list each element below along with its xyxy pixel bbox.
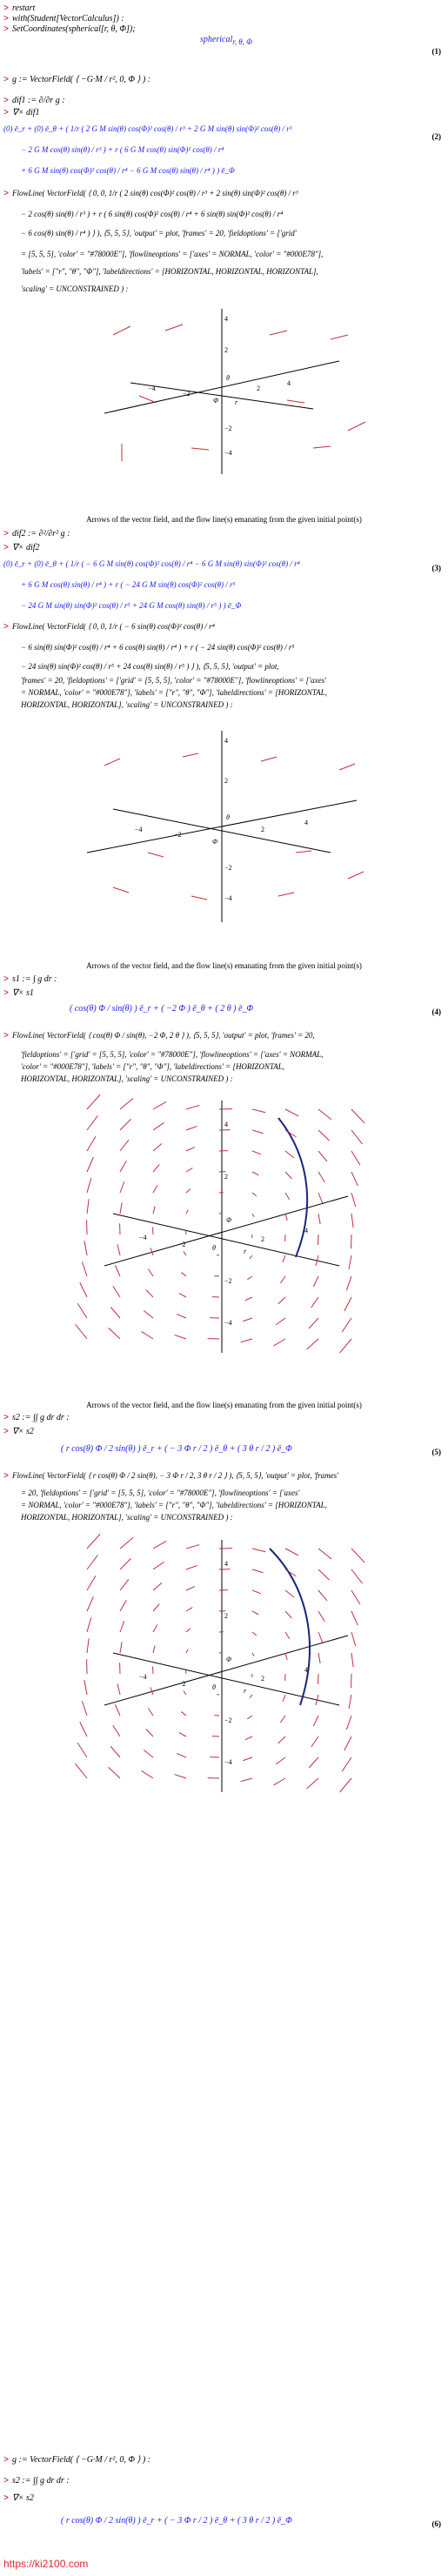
vector-arrow — [115, 1704, 120, 1716]
tick-label: 4 — [287, 379, 291, 387]
vector-arrow — [318, 1590, 327, 1601]
vector-arrow — [283, 1255, 285, 1262]
vector-arrow — [82, 1701, 87, 1716]
vector-arrow — [87, 1617, 91, 1632]
vector-arrow — [283, 1695, 285, 1702]
vector-arrow — [344, 1736, 351, 1750]
vector-arrow — [77, 1743, 87, 1757]
vector-arrow — [252, 1130, 264, 1134]
tick-label: 2 — [224, 1173, 228, 1181]
vector-arrow — [351, 1214, 353, 1228]
eq-label-4: (4) — [431, 1007, 441, 1016]
tick-label: −2 — [174, 831, 182, 839]
axis-diagonal-a — [104, 1196, 348, 1266]
plot-caption-2: Arrows of the vector field, and the flow line(s) emanating from the given initial point(s) — [86, 961, 362, 970]
vector-arrow — [278, 893, 294, 896]
vector-arrow — [245, 1736, 252, 1740]
flowline-2-cont-a: − 6 sin(θ) sin(Φ)² cos(θ) / r⁴ + 6 cos(θ) sin(θ) / r⁴ ) + r ( − 24 sin(θ) cos(Φ)² cos(θ) / r⁵ — [21, 643, 295, 652]
vector-arrow — [153, 1562, 164, 1569]
flowline-2-cont-d: = NORMAL, 'color' = "#000E78"], 'labels' = ["r", "θ", "Φ"], 'labeldirections' = [HORIZONTAL, — [21, 688, 327, 697]
vector-arrow — [146, 1729, 153, 1736]
vector-arrow — [285, 1172, 291, 1179]
prompt-icon: > — [3, 4, 10, 14]
vector-arrow — [184, 1252, 186, 1255]
flowline-2-cont-e: HORIZONTAL, HORIZONTAL], 'scaling' = UNCONSTRAINED ) : — [21, 700, 233, 709]
vector-arrow — [186, 1545, 199, 1549]
vector-arrow — [331, 335, 348, 339]
vector-arrow — [318, 1130, 330, 1141]
vector-arrow — [285, 1214, 287, 1221]
vector-arrow — [276, 1757, 285, 1764]
flowline-4-cont-a: = 20, 'fieldoptions' = ['grid' = [5, 5, 5], 'color' = "#78000E"], 'flowlineoptions' = ['axes' — [21, 1489, 300, 1497]
eq-label-2: (2) — [431, 132, 441, 141]
vector-arrow — [177, 1315, 186, 1318]
vector-arrow — [349, 1255, 351, 1269]
tick-label: 4 — [224, 1121, 228, 1128]
vector-arrow — [351, 1590, 360, 1604]
vector-arrow — [179, 1294, 186, 1297]
coord-output: spherical$_{r, \theta, \Phi}$ — [200, 35, 252, 46]
vector-arrow — [285, 1632, 290, 1639]
vector-arrow — [261, 757, 277, 761]
vector-arrow — [243, 1318, 252, 1321]
vector-arrow — [344, 1297, 351, 1311]
prompt-icon: > — [3, 25, 10, 35]
tick-label: 2 — [224, 777, 228, 785]
vector-arrow — [245, 1297, 252, 1301]
tick-label: −2 — [183, 390, 191, 398]
vector-arrow — [120, 1119, 131, 1130]
vector-arrow — [351, 1193, 356, 1207]
vector-arrow — [76, 1324, 87, 1339]
vector-arrow — [274, 1778, 285, 1785]
vector-arrow — [313, 446, 331, 448]
vector-arrow — [186, 1147, 195, 1151]
vector-arrow — [318, 1632, 323, 1643]
vector-arrow — [77, 1303, 87, 1318]
vector-arrow — [252, 1569, 264, 1573]
vector-arrow — [186, 1629, 191, 1632]
vector-arrow — [252, 1632, 257, 1636]
cmd-flowline-4[interactable]: > FlowLine( VectorField( ⟨ r cos(θ) Φ / 2 sin(θ), − 3 Φ r / 2, 3 θ r / 2 ⟩ ), ⟨5, 5, 5⟩, 'output' = plot, 'frames' — [3, 1471, 339, 1482]
vector-arrow — [285, 1549, 298, 1556]
vector-arrow — [142, 1331, 153, 1339]
vector-arrow — [247, 1276, 252, 1280]
vector-arrow — [148, 1708, 153, 1716]
vector-arrow — [285, 1193, 290, 1200]
vector-arrow — [186, 1168, 192, 1172]
vector-arrow — [276, 1318, 285, 1325]
vector-arrow — [113, 1725, 120, 1736]
tick-label: 4 — [304, 819, 308, 826]
vector-field-plot-2[interactable] — [52, 722, 396, 931]
vector-arrow — [153, 1645, 155, 1653]
vector-arrow — [274, 1339, 285, 1346]
vector-arrow — [351, 1611, 358, 1625]
cmd-dif1[interactable]: > dif1 := ∂/∂r g : — [3, 96, 65, 106]
axis-label-phi: Φ — [213, 397, 219, 405]
vector-arrow — [280, 1716, 285, 1723]
vector-arrow — [80, 1282, 87, 1297]
vector-arrow — [318, 1611, 324, 1622]
vector-arrow — [87, 1596, 93, 1611]
vector-arrow — [104, 759, 120, 766]
axis-label-theta: θ — [226, 374, 230, 382]
vector-arrow — [120, 1558, 131, 1569]
vector-arrow — [252, 1590, 261, 1594]
vector-arrow — [87, 1115, 98, 1130]
vector-arrow — [278, 1736, 285, 1743]
vector-arrow — [186, 1210, 188, 1214]
tick-label: 2 — [261, 1235, 264, 1243]
vector-arrow — [252, 1193, 257, 1196]
cmd-restart[interactable]: > restart — [3, 3, 36, 14]
tick-label: −2 — [178, 1680, 186, 1688]
eq-label-3: (3) — [431, 564, 441, 572]
vector-arrow — [309, 1318, 318, 1328]
eq-label-1: (1) — [431, 47, 441, 56]
tick-label: −4 — [224, 449, 232, 457]
vector-arrow — [117, 1244, 120, 1255]
vector-arrow — [351, 1130, 363, 1144]
vector-arrow — [285, 1611, 291, 1618]
vector-arrow — [252, 1549, 265, 1552]
vector-arrow — [153, 1603, 159, 1611]
flowline-2-cont-c: 'frames' = 20, 'fieldoptions' = ['grid' = [5, 5, 5], 'color' = "#78000E"], 'flowlineoptions' = ['axes' — [21, 676, 327, 685]
vector-arrow — [177, 1754, 186, 1757]
tick-label: −4 — [139, 1234, 147, 1241]
vector-arrow — [285, 1109, 298, 1116]
vector-arrow — [349, 1695, 351, 1709]
vector-arrow — [175, 1775, 186, 1778]
vector-arrow — [87, 1157, 93, 1172]
vector-arrow — [148, 1268, 153, 1276]
flowline-1-cont-e: 'scaling' = UNCONSTRAINED ) : — [21, 284, 129, 293]
vector-arrow — [346, 1716, 351, 1730]
tick-label: −2 — [224, 1716, 232, 1724]
tick-label: −4 — [224, 1319, 232, 1327]
curl-output-2a: (0) ē_r + (0) ē_θ + ( 1/r ( − 6 G M sin(θ) cos(Φ)² cos(θ) / r⁴ − 6 G M sin(θ) sin(Φ)² cos(θ) / r⁴ — [3, 559, 300, 568]
vector-arrow — [153, 1582, 162, 1590]
vector-arrow — [144, 1750, 153, 1757]
vector-arrow — [340, 1778, 351, 1792]
axis-label-phi: Φ — [226, 1216, 232, 1224]
tick-label: −4 — [135, 826, 143, 833]
vector-arrow — [80, 1722, 87, 1736]
vector-arrow — [87, 1199, 89, 1214]
axis-label-r: r — [235, 398, 238, 406]
tick-label: 2 — [257, 385, 260, 392]
cmd-curl-dif2[interactable]: > ∇× dif2 — [3, 543, 40, 553]
cmd-s1[interactable]: > s1 := ∫ g dr : — [3, 974, 57, 985]
vector-arrow — [120, 1537, 133, 1549]
vector-field-plot-1[interactable] — [52, 300, 396, 483]
vector-arrow — [110, 1307, 120, 1318]
vector-arrow — [181, 1273, 186, 1276]
prompt-icon: > — [3, 15, 10, 24]
vector-arrow — [252, 1151, 261, 1154]
cmd-curl-dif1[interactable]: > ∇× dif1 — [3, 108, 40, 118]
vector-arrow — [87, 1576, 96, 1590]
vector-arrow — [113, 326, 130, 335]
vector-arrow — [153, 1143, 162, 1151]
curl-output-2c: − 24 G M sin(θ) sin(Φ)² cos(θ) / r⁵ + 24 G M cos(θ) sin(θ) / r⁵ ) ) ē_Φ — [21, 601, 242, 610]
curl-output-1b: − 2 G M cos(θ) sin(θ) / r³ ) + r ( 6 G M cos(θ) sin(Φ)² cos(θ) / r⁴ — [21, 145, 224, 154]
flowline-3-cont-b: 'color' = "#000E78"], 'labels' = ["r", "θ", "Φ"], 'labeldirections' = [HORIZONTAL, — [21, 1062, 285, 1071]
flowline-3-cont-a: 'fieldoptions' = ['grid' = [5, 5, 5], 'color' = "#78000E"], 'flowlineoptions' = ['axes' = NORMAL, — [21, 1050, 324, 1059]
vector-arrow — [280, 1276, 285, 1283]
curl-output-4: ( r cos(θ) Φ / 2 sin(θ) ) ē_r + ( − 3 Φ r / 2 ) ē_θ + ( 3 θ r / 2 ) ē_Φ — [61, 1444, 292, 1454]
vector-arrow — [318, 1109, 331, 1120]
axis-label-phi: Φ — [226, 1656, 232, 1663]
tick-label: 2 — [261, 826, 264, 833]
vector-arrow — [318, 1549, 331, 1559]
cmd-setcoords[interactable]: > SetCoordinates(spherical[r, θ, Φ]); — [3, 24, 136, 35]
vector-arrow — [120, 1181, 124, 1193]
vector-arrow — [113, 1286, 120, 1297]
vector-arrow — [120, 1600, 126, 1611]
cmd-s2[interactable]: > s2 := ∫∫ g dr dr : — [3, 1413, 70, 1423]
vector-arrow — [252, 1109, 265, 1113]
tick-label: 2 — [224, 1612, 228, 1620]
vector-arrow — [109, 1767, 120, 1778]
vector-arrow — [153, 1122, 164, 1130]
vector-arrow — [153, 1164, 159, 1172]
flowline-1-cont-c: = [5, 5, 5], 'color' = "#78000E"], 'flowlineoptions' = ['axes' = NORMAL, 'color' = "#000E78"], — [21, 250, 324, 258]
vector-arrow — [241, 1339, 252, 1342]
tick-label: 4 — [224, 1560, 228, 1568]
tick-label: −4 — [224, 894, 232, 902]
vector-arrow — [252, 1172, 258, 1175]
flowline-2-cont-b: − 24 sin(θ) sin(Φ)² cos(θ) / r⁵ + 24 cos(θ) sin(θ) / r⁵ ) ⟩ ), ⟨5, 5, 5⟩, 'output' = plot, — [21, 662, 279, 671]
vector-arrow — [351, 1632, 356, 1646]
axis-label-theta: θ — [226, 813, 230, 821]
vector-arrow — [191, 448, 209, 450]
vector-arrow — [87, 1555, 98, 1569]
vector-arrow — [84, 1241, 87, 1255]
tick-label: −2 — [178, 1241, 186, 1248]
vector-arrow — [184, 1691, 186, 1695]
vector-arrow — [270, 331, 287, 335]
cmd-curl-s2-2[interactable]: > ∇× s2 — [3, 2493, 34, 2504]
vector-arrow — [250, 1255, 252, 1259]
tick-label: 4 — [224, 315, 228, 323]
cmd-g-def[interactable]: > g := VectorField( ⟨ −G·M / r², 0, Φ ⟩ ) : — [3, 75, 151, 85]
vector-arrow — [348, 872, 364, 879]
vector-arrow — [165, 325, 183, 331]
axis-diagonal-a — [104, 1636, 348, 1705]
axis-label-theta: θ — [212, 1683, 216, 1691]
cmd-curl-s2[interactable]: > ∇× s2 — [3, 1427, 34, 1437]
vector-arrow — [351, 1653, 353, 1667]
tick-label: −2 — [224, 1277, 232, 1285]
vector-arrow — [285, 1653, 287, 1660]
vector-arrow — [351, 1172, 358, 1186]
vector-arrow — [186, 1189, 191, 1193]
eq-label-5: (5) — [431, 1448, 441, 1456]
vector-arrow — [153, 1185, 157, 1193]
cmd-s2-2[interactable]: > s2 := ∫∫ g dr dr : — [3, 2476, 70, 2486]
vector-arrow — [285, 1590, 294, 1597]
vector-arrow — [82, 1261, 87, 1276]
vector-arrow — [153, 1206, 155, 1214]
axis-label-r: r — [244, 1687, 247, 1695]
vector-field-plot-3[interactable] — [52, 1092, 396, 1366]
cmd-g-def-2[interactable]: > g := VectorField( ⟨ −G·M / r², 0, Φ ⟩ ) : — [3, 2455, 151, 2466]
curl-output-3: ( cos(θ) Φ / sin(θ) ) ē_r + ( −2 Φ ) ē_θ + ( 2 θ ) ē_Φ — [70, 1004, 254, 1014]
tick-label: −4 — [224, 1758, 232, 1766]
vector-arrow — [313, 1716, 318, 1726]
vector-arrow — [346, 1276, 351, 1290]
vector-arrow — [181, 1712, 186, 1716]
flowline-1-cont-d: 'labels' = ["r", "θ", "Φ"], 'labeldirections' = [HORIZONTAL, HORIZONTAL, HORIZONTAL], — [21, 267, 318, 276]
vector-arrow — [144, 1310, 153, 1318]
vector-arrow — [307, 1778, 318, 1789]
vector-arrow — [342, 1318, 351, 1332]
vector-arrow — [179, 1733, 186, 1736]
vector-arrow — [309, 1757, 318, 1768]
vector-arrow — [351, 1549, 364, 1562]
vector-arrow — [340, 1339, 351, 1353]
vector-arrow — [278, 1297, 285, 1304]
vector-arrow — [148, 853, 164, 857]
tick-label: −4 — [148, 385, 156, 392]
vector-arrow — [117, 1683, 120, 1695]
flow-line — [278, 1118, 307, 1257]
tick-label: 4 — [224, 737, 228, 745]
vector-arrow — [87, 1136, 96, 1151]
cmd-curl-s1[interactable]: > ∇× s1 — [3, 988, 34, 999]
vector-arrow — [120, 1161, 126, 1172]
site-url-link[interactable]: https://ki2100.com — [3, 2558, 89, 2570]
axis-label-r: r — [244, 1248, 247, 1255]
cmd-with[interactable]: > with(Student[VectorCalculus]) : — [3, 14, 124, 24]
vector-arrow — [120, 1140, 129, 1151]
vector-arrow — [186, 1106, 199, 1109]
vector-arrow — [153, 1541, 166, 1549]
vector-arrow — [120, 1579, 129, 1590]
vector-arrow — [153, 1101, 166, 1109]
vector-arrow — [296, 851, 311, 853]
vector-arrow — [186, 1608, 192, 1611]
vector-arrow — [186, 1649, 188, 1653]
vector-arrow — [87, 1178, 91, 1193]
vector-arrow — [109, 1328, 120, 1339]
vector-arrow — [142, 1770, 153, 1778]
vector-arrow — [318, 1653, 320, 1663]
vector-arrow — [318, 1193, 323, 1203]
vector-arrow — [115, 1265, 120, 1276]
vector-arrow — [87, 1094, 100, 1109]
vector-arrow — [241, 1778, 252, 1782]
vector-arrow — [175, 1335, 186, 1339]
vector-arrow — [247, 1716, 252, 1719]
vector-arrow — [186, 1566, 197, 1569]
vector-arrow — [252, 1653, 254, 1656]
axis-label-phi: Φ — [212, 838, 218, 846]
vector-arrow — [351, 1569, 363, 1583]
vector-arrow — [351, 1109, 364, 1123]
vector-arrow — [243, 1757, 252, 1761]
tick-label: −2 — [224, 864, 232, 872]
vector-arrow — [348, 422, 365, 431]
eq-label-6: (6) — [431, 2519, 441, 2528]
vector-arrow — [311, 1736, 318, 1747]
vector-arrow — [307, 1339, 318, 1349]
vector-arrow — [87, 1638, 89, 1653]
vector-arrow — [339, 764, 355, 770]
vector-arrow — [191, 896, 207, 900]
flowline-1-cont-b: − 6 cos(θ) sin(θ) / r⁴ ) ⟩ ), ⟨5, 5, 5⟩, 'output' = plot, 'frames' = 20, 'fieldoptions' = ['grid' — [21, 229, 297, 238]
vector-arrow — [120, 1202, 122, 1214]
vector-arrow — [120, 1098, 133, 1109]
vector-arrow — [87, 1534, 100, 1549]
vector-arrow — [313, 1276, 318, 1287]
vector-arrow — [318, 1569, 330, 1580]
vector-arrow — [342, 1757, 351, 1771]
vector-arrow — [250, 1695, 252, 1698]
vector-arrow — [252, 1214, 254, 1217]
vector-arrow — [318, 1214, 320, 1224]
tick-label: 4 — [304, 1666, 308, 1674]
cmd-dif2[interactable]: > dif2 := ∂²/∂r² g : — [3, 529, 70, 539]
vector-arrow — [113, 887, 129, 893]
vector-arrow — [120, 1621, 124, 1632]
cmd-flowline-2[interactable]: > FlowLine( VectorField( ⟨ 0, 0, 1/r ( − 6 sin(θ) cos(Φ)² cos(θ) / r⁴ — [3, 622, 215, 632]
vector-arrow — [351, 1151, 360, 1165]
vector-arrow — [311, 1297, 318, 1308]
curl-output-1a: (0) ē_r + (0) ē_θ + ( 1/r ( 2 G M sin(θ) cos(Φ)² cos(θ) / r³ + 2 G M sin(θ) sin(Φ)² cos(θ) / r³ — [3, 124, 292, 133]
vector-arrow — [252, 1611, 258, 1615]
flowline-4-cont-c: HORIZONTAL, HORIZONTAL], 'scaling' = UNCONSTRAINED ) : — [21, 1513, 233, 1522]
vector-arrow — [318, 1172, 324, 1182]
vector-arrow — [139, 396, 157, 403]
vector-arrow — [186, 1127, 197, 1130]
vector-arrow — [285, 1151, 294, 1158]
curl-output-1c: + 6 G M sin(θ) cos(Φ)² cos(θ) / r⁴ − 6 G M cos(θ) sin(θ) / r⁴ ) ) ē_Φ — [21, 166, 235, 175]
vector-arrow — [183, 753, 198, 757]
tick-label: 2 — [224, 346, 228, 354]
vector-arrow — [287, 400, 304, 403]
curl-output-5: ( r cos(θ) Φ / 2 sin(θ) ) ē_r + ( − 3 Φ r / 2 ) ē_θ + ( 3 θ r / 2 ) ē_Φ — [61, 2516, 292, 2526]
vector-arrow — [76, 1763, 87, 1778]
vector-field-plot-4[interactable] — [52, 1531, 396, 1805]
cmd-flowline-3[interactable]: > FlowLine( VectorField( ⟨ cos(θ) Φ / sin(θ), −2 Φ, 2 θ ⟩ ), ⟨5, 5, 5⟩, 'output' = plot, 'frames' = 20, — [3, 1031, 315, 1041]
plot-caption-3: Arrows of the vector field, and the flow line(s) emanating from the given initial point(s) — [86, 1401, 362, 1409]
flowline-4-cont-b: = NORMAL, 'color' = "#000E78"], 'labels' = ["r", "θ", "Φ"], 'labeldirections' = [HORIZONTAL, — [21, 1501, 327, 1509]
vector-arrow — [146, 1289, 153, 1297]
flowline-3-cont-c: HORIZONTAL, HORIZONTAL], 'scaling' = UNCONSTRAINED ) : — [21, 1074, 233, 1083]
tick-label: −2 — [224, 425, 232, 432]
vector-arrow — [153, 1624, 157, 1632]
axis-label-theta: θ — [212, 1244, 216, 1252]
plot-caption-1: Arrows of the vector field, and the flow line(s) emanating from the given initial point(s) — [86, 515, 362, 524]
vector-arrow — [318, 1151, 327, 1161]
tick-label: 2 — [261, 1675, 264, 1683]
vector-arrow — [186, 1587, 195, 1590]
tick-label: 4 — [304, 1227, 308, 1234]
vector-arrow — [110, 1746, 120, 1757]
tick-label: −4 — [139, 1673, 147, 1681]
vector-arrow — [84, 1680, 87, 1695]
vector-arrow — [120, 1642, 122, 1653]
curl-output-2b: + 6 G M cos(θ) sin(θ) / r⁴ ) + r ( − 24 G M sin(θ) cos(Φ)² cos(θ) / r⁵ — [21, 580, 236, 589]
flowline-1-cont-a: − 2 cos(θ) sin(θ) / r³ ) + r ( 6 sin(θ) cos(Φ)² cos(θ) / r⁴ + 6 sin(θ) sin(Φ)² cos(θ) / r⁴ — [21, 210, 284, 218]
cmd-flowline-1[interactable]: > FlowLine( VectorField( ⟨ 0, 0, 1/r ( 2 sin(θ) cos(Φ)² cos(θ) / r³ + 2 sin(θ) sin(Φ)² cos(θ) / r³ — [3, 189, 298, 199]
